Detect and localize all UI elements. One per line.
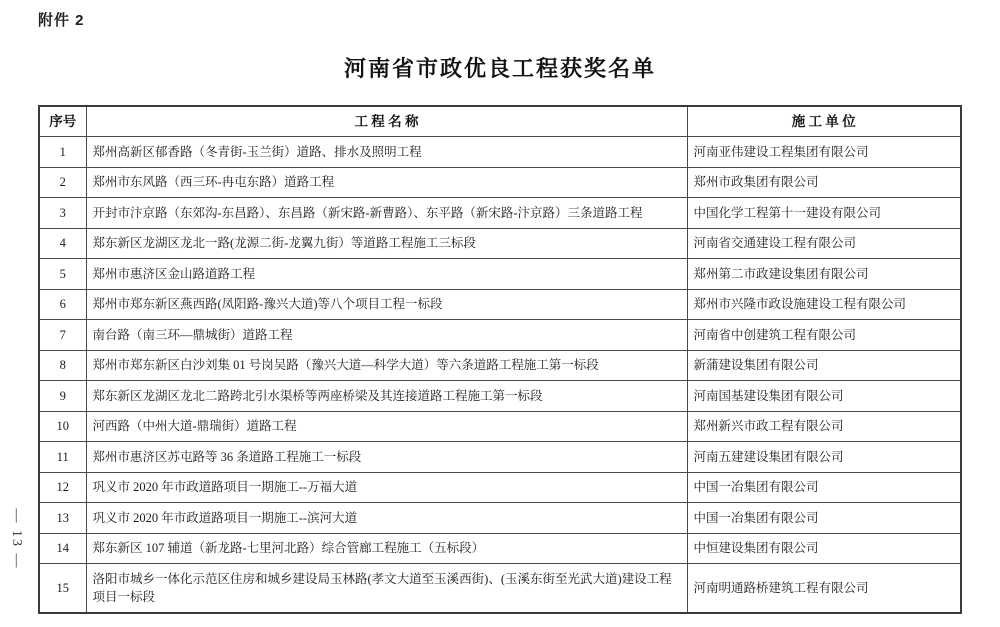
table-header-row (39, 106, 961, 137)
award-table (38, 105, 962, 614)
table-row (39, 259, 961, 290)
page-title: 河南省市政优良工程获奖名单 (343, 56, 656, 81)
project-name-cell: 郑州市惠济区金山路道路工程 (86, 259, 687, 290)
table-row (39, 564, 961, 614)
construction-unit-cell: 河南亚伟建设工程集团有限公司 (687, 137, 961, 168)
row-serial-number: 11 (39, 442, 86, 473)
row-serial-number: 13 (39, 503, 86, 534)
project-name-cell: 河西路（中州大道-鼎瑞街）道路工程 (86, 411, 687, 442)
row-serial-number: 5 (39, 259, 86, 290)
row-serial-number: 9 (39, 381, 86, 412)
project-name-cell: 郑东新区 107 辅道（新龙路-七里河北路）综合管廊工程施工（五标段） (86, 533, 687, 564)
table-row (39, 198, 961, 229)
table-row (39, 289, 961, 320)
construction-unit-cell: 河南国基建设集团有限公司 (687, 381, 961, 412)
project-name-cell: 南台路（南三环—鼎城街）道路工程 (86, 320, 687, 351)
project-name-cell: 开封市汴京路（东郊沟-东昌路）、东昌路（新宋路-新曹路）、东平路（新宋路-汴京路）三条道路工程 (86, 198, 687, 229)
row-serial-number: 12 (39, 472, 86, 503)
row-serial-number: 4 (39, 228, 86, 259)
construction-unit-cell: 郑州第二市政建设集团有限公司 (687, 259, 961, 290)
project-name-cell: 郑东新区龙湖区龙北一路(龙源二街-龙翼九街）等道路工程施工三标段 (86, 228, 687, 259)
row-serial-number: 6 (39, 289, 86, 320)
table-row (39, 167, 961, 198)
table-body (39, 137, 961, 614)
project-name-cell: 郑州市东风路（西三环-冉屯东路）道路工程 (86, 167, 687, 198)
table-row (39, 503, 961, 534)
row-serial-number: 2 (39, 167, 86, 198)
construction-unit-cell: 中国一冶集团有限公司 (687, 503, 961, 534)
project-name-cell: 巩义市 2020 年市政道路项目一期施工--滨河大道 (86, 503, 687, 534)
table-row (39, 472, 961, 503)
construction-unit-cell: 中国一冶集团有限公司 (687, 472, 961, 503)
row-serial-number: 15 (39, 564, 86, 614)
project-name-cell: 洛阳市城乡一体化示范区住房和城乡建设局玉林路(孝文大道至玉溪西街)、(玉溪东街至光武大道)建设工程项目一标段 (86, 564, 687, 614)
project-name-cell: 巩义市 2020 年市政道路项目一期施工--万福大道 (86, 472, 687, 503)
header-construction-unit: 施 工 单 位 (687, 106, 961, 137)
construction-unit-cell: 河南明通路桥建筑工程有限公司 (687, 564, 961, 614)
attachment-label: 附件 2 (38, 12, 85, 29)
table-row (39, 442, 961, 473)
row-serial-number: 8 (39, 350, 86, 381)
table-row (39, 350, 961, 381)
page-number: — 13 — (9, 508, 24, 570)
construction-unit-cell: 中恒建设集团有限公司 (687, 533, 961, 564)
table-row (39, 381, 961, 412)
row-serial-number: 10 (39, 411, 86, 442)
project-name-cell: 郑州市惠济区苏屯路等 36 条道路工程施工一标段 (86, 442, 687, 473)
construction-unit-cell: 郑州市兴隆市政设施建设工程有限公司 (687, 289, 961, 320)
construction-unit-cell: 河南省交通建设工程有限公司 (687, 228, 961, 259)
row-serial-number: 3 (39, 198, 86, 229)
construction-unit-cell: 新蒲建设集团有限公司 (687, 350, 961, 381)
table-row (39, 228, 961, 259)
project-name-cell: 郑州市郑东新区燕西路(凤阳路-豫兴大道)等八个项目工程一标段 (86, 289, 687, 320)
construction-unit-cell: 中国化学工程第十一建设有限公司 (687, 198, 961, 229)
row-serial-number: 1 (39, 137, 86, 168)
construction-unit-cell: 河南五建建设集团有限公司 (687, 442, 961, 473)
table-row (39, 411, 961, 442)
table-row (39, 320, 961, 351)
project-name-cell: 郑州高新区郁香路（冬青街-玉兰街）道路、排水及照明工程 (86, 137, 687, 168)
project-name-cell: 郑东新区龙湖区龙北二路跨北引水渠桥等两座桥梁及其连接道路工程施工第一标段 (86, 381, 687, 412)
header-serial-number: 序号 (39, 106, 86, 137)
header-project-name: 工 程 名 称 (86, 106, 687, 137)
row-serial-number: 14 (39, 533, 86, 564)
construction-unit-cell: 郑州市政集团有限公司 (687, 167, 961, 198)
construction-unit-cell: 郑州新兴市政工程有限公司 (687, 411, 961, 442)
table-row (39, 533, 961, 564)
table-row (39, 137, 961, 168)
construction-unit-cell: 河南省中创建筑工程有限公司 (687, 320, 961, 351)
row-serial-number: 7 (39, 320, 86, 351)
project-name-cell: 郑州市郑东新区白沙刘集 01 号岗吴路（豫兴大道—科学大道）等六条道路工程施工第一标段 (86, 350, 687, 381)
